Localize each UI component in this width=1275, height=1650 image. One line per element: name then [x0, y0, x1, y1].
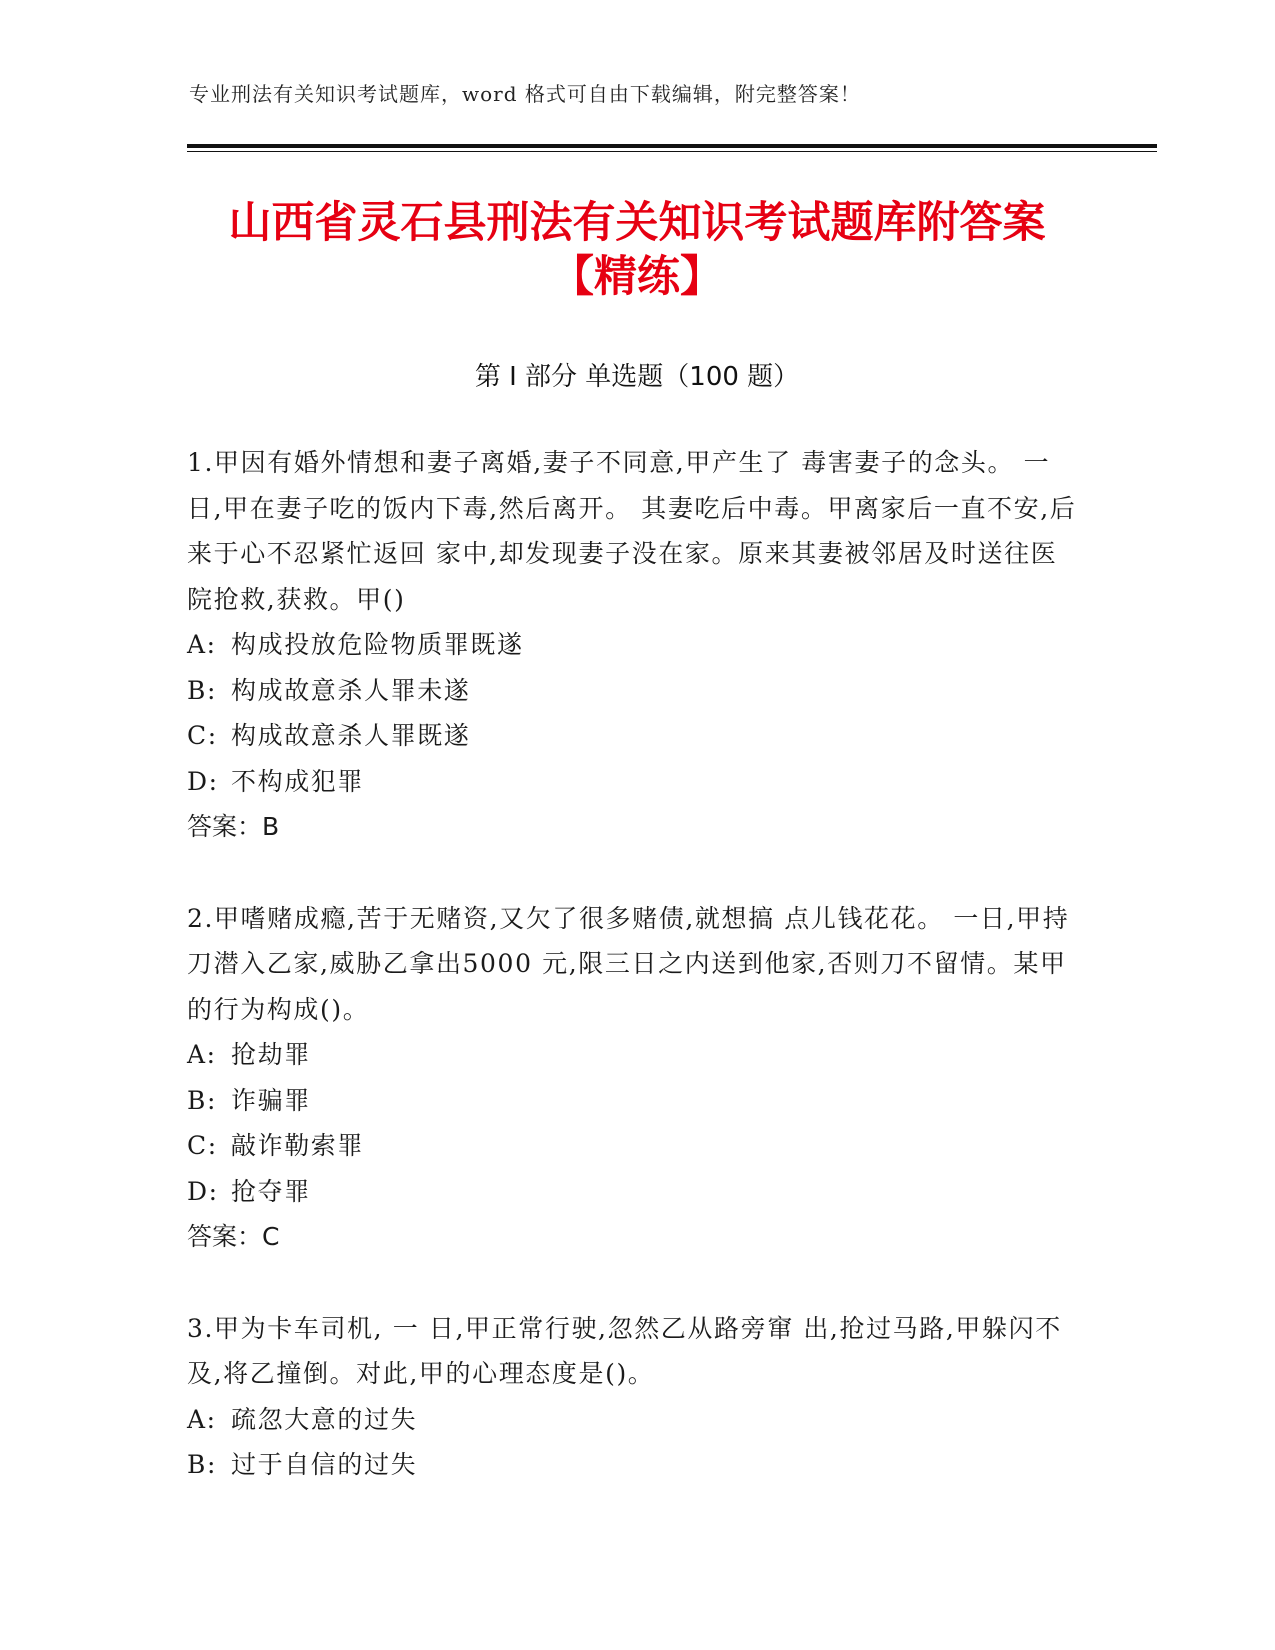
question-2-option-b: [187, 1078, 1077, 1124]
option-text: 不构成犯罪: [231, 766, 365, 796]
option-key: C:: [187, 1131, 218, 1160]
question-1-option-b: [187, 668, 1077, 714]
question-1-option-d: [187, 759, 1077, 805]
document-title: [187, 196, 1087, 304]
section-title: 第 I 部分 单选题（100 题）: [474, 362, 800, 392]
option-text: 构成故意杀人罪既遂: [231, 721, 471, 750]
question-2-option-d: [187, 1169, 1077, 1215]
answer-label: 答案：: [187, 1222, 263, 1251]
option-key: A:: [187, 1404, 217, 1434]
question-list: [187, 440, 1077, 1534]
option-text: 诈骗罪: [231, 1085, 311, 1115]
option-key: D:: [187, 766, 219, 796]
option-key: C:: [187, 721, 218, 750]
question-1-option-a: [187, 622, 1077, 668]
option-key: A:: [187, 1040, 217, 1069]
header-note: 专业刑法有关知识考试题库，word 格式可自由下载编辑，附完整答案！: [189, 82, 861, 106]
question-1-answer: [187, 804, 1077, 850]
question-3-option-a: [187, 1397, 1077, 1443]
option-text: 抢劫罪: [231, 1040, 311, 1069]
option-key: B:: [187, 1085, 217, 1115]
answer-value: C: [262, 1222, 280, 1251]
document-title-line2: 【精练】: [551, 252, 723, 302]
answer-label: 答案：: [187, 812, 263, 841]
option-key: A:: [187, 630, 217, 659]
question-3-option-b: [187, 1442, 1077, 1488]
question-1: [187, 440, 1077, 850]
question-2-option-a: [187, 1032, 1077, 1078]
option-text: 抢夺罪: [231, 1176, 311, 1206]
document-title-line1: 山西省灵石县刑法有关知识考试题库附答案: [228, 198, 1046, 248]
question-1-option-c: [187, 713, 1077, 759]
option-key: B:: [187, 1450, 217, 1479]
answer-value: B: [262, 812, 280, 841]
option-text: 敲诈勒索罪: [231, 1131, 365, 1160]
option-text: 构成故意杀人罪未遂: [231, 675, 471, 705]
question-1-stem: 1.甲因有婚外情想和妻子离婚,妻子不同意,甲产生了 毒害妻子的念头。 一 日,甲在妻子吃的饭内下毒,然后离开。 其妻吃后中毒。甲离家后一直不安,后来于心不忍紧忙返回 家中,却发现妻子没在家。原来其妻被邻居及时送往医院抢救,获救。甲(): [187, 448, 1077, 614]
question-2: [187, 896, 1077, 1260]
option-key: D:: [187, 1176, 219, 1206]
header-rule-thick: [187, 144, 1157, 148]
option-text: 构成投放危险物质罪既遂: [231, 630, 524, 659]
header-rule-thin: [187, 151, 1157, 152]
question-2-option-c: [187, 1123, 1077, 1169]
question-3-stem: 3.甲为卡车司机, 一 日,甲正常行驶,忽然乙从路旁窜 出,抢过马路,甲躲闪不及,将乙撞倒。对此,甲的心理态度是()。: [187, 1313, 1062, 1388]
option-key: B:: [187, 675, 217, 705]
option-text: 过于自信的过失: [231, 1450, 418, 1479]
question-2-answer: [187, 1214, 1077, 1260]
question-2-stem: 2.甲嗜赌成瘾,苦于无赌资,又欠了很多赌债,就想搞 点儿钱花花。 一日,甲持刀潜入乙家,威胁乙拿出5000 元,限三日之内送到他家,否则刀不留情。某甲的行为构成()。: [187, 903, 1070, 1024]
option-text: 疏忽大意的过失: [231, 1404, 418, 1434]
question-3: [187, 1306, 1077, 1488]
